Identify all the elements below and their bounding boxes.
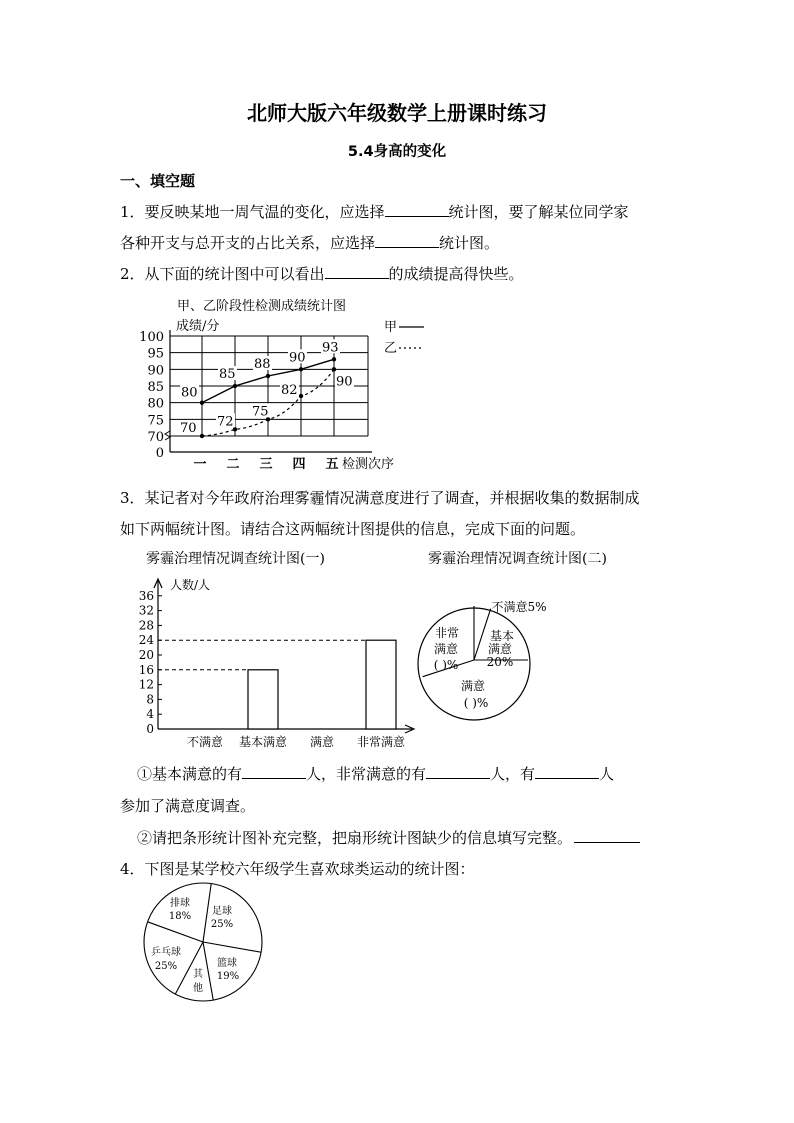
bar-y-tick-label: 32 — [138, 603, 154, 618]
y-tick-label: 75 — [147, 413, 164, 429]
bar-x-tick-label: 非常满意 — [356, 735, 406, 749]
bar-y-tick-label: 24 — [138, 633, 154, 648]
pie-survey-label-jiben-1: 基本 — [489, 629, 515, 643]
pie-survey-label-bumanyi: 不满意5% — [491, 600, 547, 614]
pie-survey-label-manyi-1: 满意 — [460, 679, 486, 693]
x-tick-label: 一 — [193, 457, 207, 472]
q3-sub1-a: ①基本满意的有 — [137, 765, 243, 783]
q3-sub1-c: 人，有 — [490, 765, 536, 783]
x-tick-label: 四 — [292, 457, 306, 472]
y-tick-label: 90 — [147, 363, 164, 379]
bar-y-tick-label: 12 — [138, 677, 154, 692]
y-tick-label: 70 — [147, 430, 164, 445]
y-tick-label: 80 — [147, 396, 164, 412]
x-tick-label: 五 — [325, 457, 339, 472]
page-title: 北师大版六年级数学上册课时练习 — [247, 101, 547, 125]
x-tick-label: 二 — [226, 457, 240, 472]
pie-sports-pct-paiqiu: 18% — [168, 911, 192, 922]
q2-text-a: 2．从下面的统计图中可以看出 — [120, 265, 325, 283]
pie-sports-label-lanqiu: 篮球 — [217, 958, 237, 969]
data-label-yi: 90 — [336, 374, 353, 390]
bar-x-tick-label: 满意 — [309, 735, 335, 749]
q1-text-b: 统计图，要了解某位同学家 — [448, 203, 629, 221]
legend-label-yi: 乙 — [384, 341, 398, 356]
y-tick-label: 100 — [139, 330, 164, 345]
pie-survey-label-jiben-2: 满意 — [487, 642, 513, 656]
data-label-jia: 80 — [181, 385, 198, 401]
pie-survey-label-feichang-1: 非常 — [434, 626, 460, 640]
bar-y-tick-label: 36 — [138, 588, 154, 603]
page-subtitle: 5.4身高的变化 — [347, 144, 447, 160]
q3-sub1-d: 人 — [599, 765, 615, 783]
data-label-yi: 82 — [281, 383, 298, 398]
bar-y-tick-label: 4 — [146, 707, 154, 722]
pie-sports-label-pingpang: 乒乓球 — [151, 947, 181, 958]
q2-text-b: 的成绩提高得快些。 — [388, 265, 524, 283]
pie-sports-label-paiqiu: 排球 — [170, 898, 190, 909]
bar-x-tick-label: 基本满意 — [238, 735, 288, 749]
data-label-yi: 72 — [217, 414, 234, 430]
bar-y-tick-label: 16 — [138, 662, 154, 677]
q3-sub2-text: ②请把条形统计图补充完整，把扇形统计图缺少的信息填写完整。 — [137, 829, 573, 847]
q1-text-c: 各种开支与总开支的占比关系，应选择 — [120, 234, 376, 252]
question-3-line-2: 如下两幅统计图。请结合这两幅统计图提供的信息，完成下面的问题。 — [120, 520, 586, 538]
pie-survey-label-jiben-3: 20% — [486, 655, 514, 669]
pie-survey-label-feichang-2: 满意 — [433, 642, 459, 656]
q1-text-d: 统计图。 — [439, 234, 500, 252]
pie-survey-label-feichang-3: ( )% — [433, 658, 459, 672]
bar-x-tick-label: 不满意 — [186, 735, 224, 749]
pie-chart-sports-body — [144, 883, 262, 1001]
pie-sports-pct-pingpang: 25% — [154, 961, 178, 972]
data-label-jia: 93 — [322, 340, 339, 356]
pie-survey-label-manyi-2: ( )% — [463, 696, 489, 710]
question-3-line-1: 3．某记者对今年政府治理雾霾情况满意度进行了调查，并根据收集的数据制成 — [120, 489, 640, 507]
q1-text-a: 1．要反映某地一周气温的变化，应选择 — [120, 203, 385, 221]
section-heading: 一、填空题 — [120, 172, 196, 190]
question-3-sub-1-line-2: 参加了满意度调查。 — [120, 797, 256, 815]
bar-y-tick-label: 20 — [138, 648, 154, 662]
y-tick-label: 95 — [147, 346, 164, 362]
line-chart-title: 甲、乙阶段性检测成绩统计图 — [177, 299, 347, 314]
data-label-yi: 70 — [180, 421, 197, 436]
y-tick-label: 85 — [147, 380, 164, 395]
question-4: 4．下图是某学校六年级学生喜欢球类运动的统计图： — [120, 860, 475, 878]
pie-sports-label-qita-1: 其 — [193, 969, 203, 980]
pie-sports-label-qita-2: 他 — [193, 983, 203, 994]
bar-chart-title: 雾霾治理情况调查统计图(一) — [146, 551, 325, 567]
bar-y-axis-label: 人数/人 — [170, 578, 211, 592]
bar-y-tick-label: 8 — [146, 692, 154, 707]
data-label-jia: 85 — [219, 367, 236, 382]
y-tick-label: 0 — [155, 446, 164, 461]
data-label-jia: 90 — [289, 350, 306, 366]
data-label-yi: 75 — [252, 404, 269, 420]
bar-y-tick-label: 0 — [146, 722, 154, 736]
pie-chart-title: 雾霾治理情况调查统计图(二) — [428, 551, 607, 567]
pie-sports-pct-lanqiu: 19% — [216, 971, 240, 982]
pie-sports-label-zuqiu: 足球 — [212, 906, 232, 917]
x-tick-label: 三 — [259, 457, 273, 472]
data-label-jia: 88 — [254, 357, 271, 372]
q3-sub1-b: 人，非常满意的有 — [306, 765, 427, 783]
y-axis-label: 成绩/分 — [176, 319, 220, 334]
pie-sports-pct-zuqiu: 25% — [210, 919, 234, 930]
bar-y-tick-label: 28 — [138, 618, 154, 633]
legend-label-jia: 甲 — [384, 320, 398, 335]
x-axis-label: 检测次序 — [342, 457, 395, 472]
